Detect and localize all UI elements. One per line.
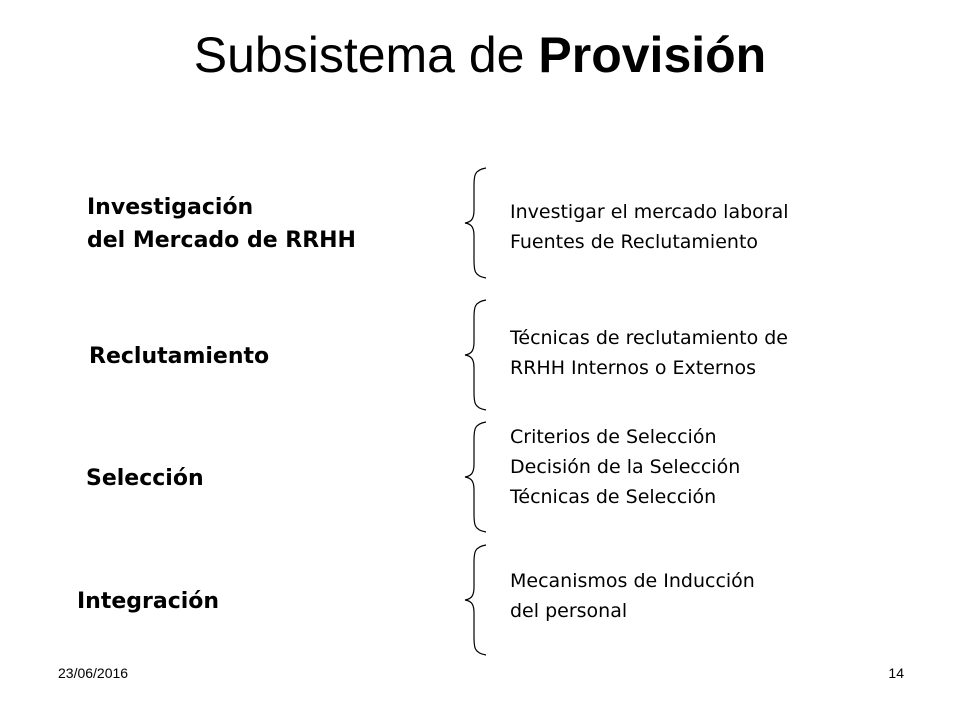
row-label-line: Selección — [86, 466, 204, 491]
row-item: Técnicas de Selección — [510, 486, 717, 508]
row-item: Decisión de la Selección — [510, 456, 741, 478]
row-label-investigacion — [87, 191, 356, 257]
row-item: Fuentes de Reclutamiento — [510, 231, 759, 253]
row-label-line: Integración — [77, 589, 220, 614]
footer-date: 23/06/2016 — [58, 665, 129, 681]
row-label-reclutamiento — [89, 340, 269, 373]
slide-title-normal: Subsistema de — [193, 27, 539, 83]
row-item: RRHH Internos o Externos — [510, 357, 756, 379]
row-items-seleccion — [510, 422, 740, 512]
footer-page-number: 14 — [888, 665, 904, 681]
row-label-line: del Mercado de RRHH — [87, 228, 356, 253]
brace-row-3 — [460, 422, 500, 532]
brace-row-4 — [460, 545, 500, 655]
row-items-investigacion — [510, 197, 789, 257]
row-label-integracion — [77, 585, 219, 618]
row-label-seleccion — [86, 462, 204, 495]
row-item: del personal — [510, 600, 628, 622]
row-item: Criterios de Selección — [510, 426, 717, 448]
slide-title — [0, 20, 960, 90]
slide-title-bold: Provisión — [538, 27, 767, 83]
row-label-line: Reclutamiento — [89, 344, 270, 369]
brace-row-1 — [460, 168, 500, 278]
brace-row-2 — [460, 300, 500, 410]
row-item: Técnicas de reclutamiento de — [510, 327, 788, 349]
row-items-reclutamiento — [510, 323, 788, 383]
row-item: Investigar el mercado laboral — [510, 201, 789, 223]
row-label-line: Investigación — [87, 195, 254, 220]
row-items-integracion — [510, 566, 755, 626]
row-item: Mecanismos de Inducción — [510, 570, 755, 592]
